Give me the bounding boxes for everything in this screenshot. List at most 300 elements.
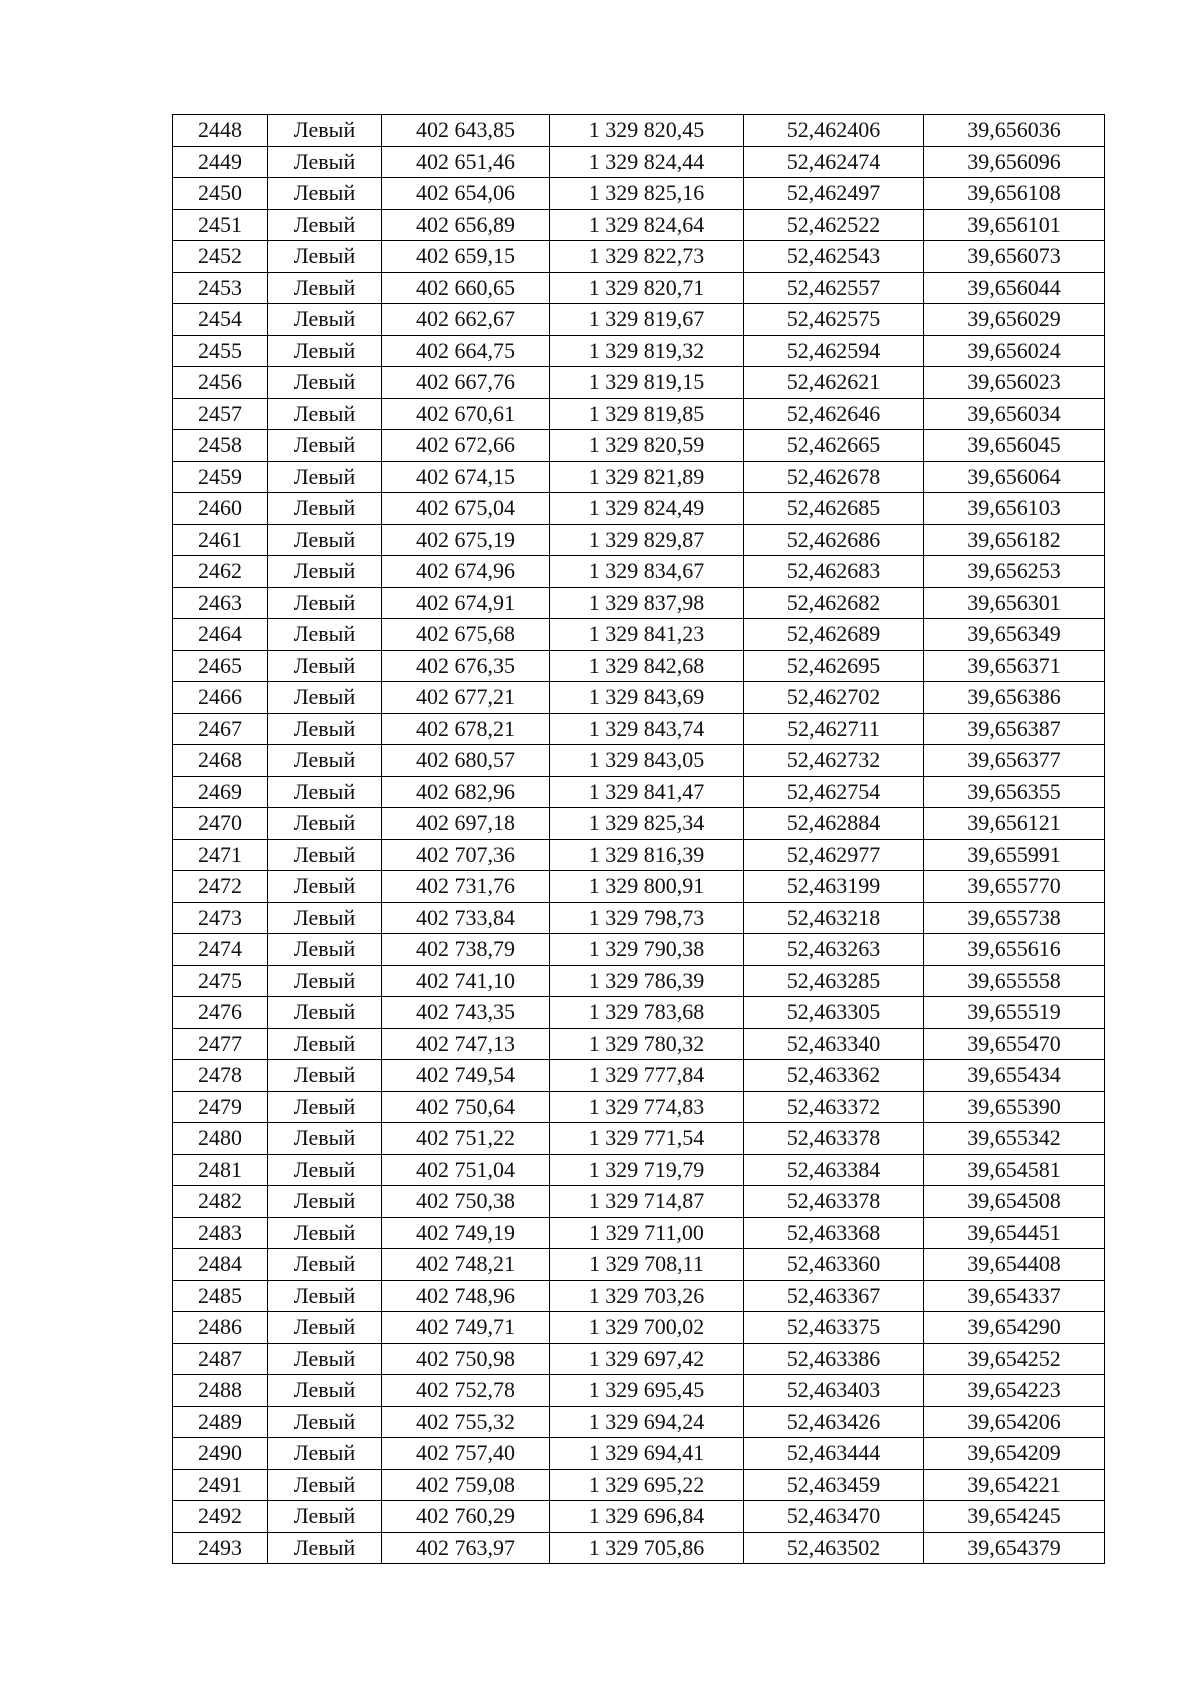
table-row xyxy=(173,430,1105,462)
latitude-cell: 52,463285 xyxy=(744,965,924,997)
latitude-cell: 52,463372 xyxy=(744,1091,924,1123)
x-coordinate-cell: 402 749,71 xyxy=(382,1312,550,1344)
side-cell: Левый xyxy=(268,902,382,934)
x-coordinate-cell: 402 741,10 xyxy=(382,965,550,997)
x-coordinate-cell: 402 760,29 xyxy=(382,1501,550,1533)
longitude-cell: 39,654245 xyxy=(924,1501,1105,1533)
table-row xyxy=(173,1091,1105,1123)
latitude-cell: 52,462686 xyxy=(744,524,924,556)
longitude-cell: 39,655470 xyxy=(924,1028,1105,1060)
x-coordinate-cell: 402 757,40 xyxy=(382,1438,550,1470)
latitude-cell: 52,463199 xyxy=(744,871,924,903)
y-coordinate-cell: 1 329 841,23 xyxy=(550,619,744,651)
table-row xyxy=(173,146,1105,178)
x-coordinate-cell: 402 697,18 xyxy=(382,808,550,840)
table-row xyxy=(173,1312,1105,1344)
table-row xyxy=(173,1343,1105,1375)
y-coordinate-cell: 1 329 703,26 xyxy=(550,1280,744,1312)
x-coordinate-cell: 402 747,13 xyxy=(382,1028,550,1060)
longitude-cell: 39,656029 xyxy=(924,304,1105,336)
side-cell: Левый xyxy=(268,115,382,147)
longitude-cell: 39,654379 xyxy=(924,1532,1105,1564)
side-cell: Левый xyxy=(268,745,382,777)
point-number-cell: 2484 xyxy=(173,1249,268,1281)
side-cell: Левый xyxy=(268,398,382,430)
side-cell: Левый xyxy=(268,682,382,714)
x-coordinate-cell: 402 675,68 xyxy=(382,619,550,651)
table-row xyxy=(173,1375,1105,1407)
coordinates-table-body xyxy=(173,115,1105,1564)
x-coordinate-cell: 402 680,57 xyxy=(382,745,550,777)
latitude-cell: 52,462732 xyxy=(744,745,924,777)
latitude-cell: 52,463386 xyxy=(744,1343,924,1375)
point-number-cell: 2454 xyxy=(173,304,268,336)
longitude-cell: 39,654451 xyxy=(924,1217,1105,1249)
side-cell: Левый xyxy=(268,1217,382,1249)
longitude-cell: 39,656386 xyxy=(924,682,1105,714)
side-cell: Левый xyxy=(268,713,382,745)
x-coordinate-cell: 402 678,21 xyxy=(382,713,550,745)
point-number-cell: 2466 xyxy=(173,682,268,714)
longitude-cell: 39,655434 xyxy=(924,1060,1105,1092)
latitude-cell: 52,462575 xyxy=(744,304,924,336)
table-row xyxy=(173,241,1105,273)
latitude-cell: 52,463218 xyxy=(744,902,924,934)
longitude-cell: 39,656349 xyxy=(924,619,1105,651)
point-number-cell: 2481 xyxy=(173,1154,268,1186)
side-cell: Левый xyxy=(268,1186,382,1218)
side-cell: Левый xyxy=(268,304,382,336)
point-number-cell: 2477 xyxy=(173,1028,268,1060)
y-coordinate-cell: 1 329 819,67 xyxy=(550,304,744,336)
latitude-cell: 52,462678 xyxy=(744,461,924,493)
latitude-cell: 52,462474 xyxy=(744,146,924,178)
y-coordinate-cell: 1 329 780,32 xyxy=(550,1028,744,1060)
side-cell: Левый xyxy=(268,524,382,556)
x-coordinate-cell: 402 759,08 xyxy=(382,1469,550,1501)
table-row xyxy=(173,776,1105,808)
side-cell: Левый xyxy=(268,1249,382,1281)
side-cell: Левый xyxy=(268,1123,382,1155)
point-number-cell: 2478 xyxy=(173,1060,268,1092)
point-number-cell: 2490 xyxy=(173,1438,268,1470)
longitude-cell: 39,654209 xyxy=(924,1438,1105,1470)
y-coordinate-cell: 1 329 820,45 xyxy=(550,115,744,147)
y-coordinate-cell: 1 329 821,89 xyxy=(550,461,744,493)
y-coordinate-cell: 1 329 771,54 xyxy=(550,1123,744,1155)
point-number-cell: 2485 xyxy=(173,1280,268,1312)
point-number-cell: 2451 xyxy=(173,209,268,241)
table-row xyxy=(173,745,1105,777)
latitude-cell: 52,462621 xyxy=(744,367,924,399)
y-coordinate-cell: 1 329 697,42 xyxy=(550,1343,744,1375)
y-coordinate-cell: 1 329 824,64 xyxy=(550,209,744,241)
x-coordinate-cell: 402 749,54 xyxy=(382,1060,550,1092)
longitude-cell: 39,656355 xyxy=(924,776,1105,808)
y-coordinate-cell: 1 329 824,44 xyxy=(550,146,744,178)
table-row xyxy=(173,871,1105,903)
x-coordinate-cell: 402 675,19 xyxy=(382,524,550,556)
latitude-cell: 52,462695 xyxy=(744,650,924,682)
x-coordinate-cell: 402 752,78 xyxy=(382,1375,550,1407)
table-row xyxy=(173,1249,1105,1281)
x-coordinate-cell: 402 763,97 xyxy=(382,1532,550,1564)
point-number-cell: 2458 xyxy=(173,430,268,462)
side-cell: Левый xyxy=(268,461,382,493)
y-coordinate-cell: 1 329 820,71 xyxy=(550,272,744,304)
table-row xyxy=(173,556,1105,588)
latitude-cell: 52,463384 xyxy=(744,1154,924,1186)
latitude-cell: 52,463444 xyxy=(744,1438,924,1470)
longitude-cell: 39,655991 xyxy=(924,839,1105,871)
y-coordinate-cell: 1 329 843,74 xyxy=(550,713,744,745)
side-cell: Левый xyxy=(268,1280,382,1312)
side-cell: Левый xyxy=(268,1154,382,1186)
y-coordinate-cell: 1 329 719,79 xyxy=(550,1154,744,1186)
point-number-cell: 2489 xyxy=(173,1406,268,1438)
x-coordinate-cell: 402 750,98 xyxy=(382,1343,550,1375)
side-cell: Левый xyxy=(268,808,382,840)
latitude-cell: 52,463368 xyxy=(744,1217,924,1249)
longitude-cell: 39,656301 xyxy=(924,587,1105,619)
x-coordinate-cell: 402 748,96 xyxy=(382,1280,550,1312)
point-number-cell: 2462 xyxy=(173,556,268,588)
longitude-cell: 39,656036 xyxy=(924,115,1105,147)
x-coordinate-cell: 402 707,36 xyxy=(382,839,550,871)
longitude-cell: 39,655519 xyxy=(924,997,1105,1029)
table-row xyxy=(173,808,1105,840)
table-row xyxy=(173,335,1105,367)
side-cell: Левый xyxy=(268,146,382,178)
latitude-cell: 52,462682 xyxy=(744,587,924,619)
table-row xyxy=(173,713,1105,745)
table-row xyxy=(173,272,1105,304)
latitude-cell: 52,463502 xyxy=(744,1532,924,1564)
table-row xyxy=(173,1469,1105,1501)
side-cell: Левый xyxy=(268,367,382,399)
longitude-cell: 39,654581 xyxy=(924,1154,1105,1186)
x-coordinate-cell: 402 651,46 xyxy=(382,146,550,178)
x-coordinate-cell: 402 667,76 xyxy=(382,367,550,399)
x-coordinate-cell: 402 675,04 xyxy=(382,493,550,525)
longitude-cell: 39,656023 xyxy=(924,367,1105,399)
point-number-cell: 2472 xyxy=(173,871,268,903)
latitude-cell: 52,462497 xyxy=(744,178,924,210)
longitude-cell: 39,656371 xyxy=(924,650,1105,682)
side-cell: Левый xyxy=(268,776,382,808)
longitude-cell: 39,655342 xyxy=(924,1123,1105,1155)
table-row xyxy=(173,1028,1105,1060)
side-cell: Левый xyxy=(268,1343,382,1375)
point-number-cell: 2467 xyxy=(173,713,268,745)
longitude-cell: 39,655738 xyxy=(924,902,1105,934)
point-number-cell: 2453 xyxy=(173,272,268,304)
latitude-cell: 52,463426 xyxy=(744,1406,924,1438)
latitude-cell: 52,463340 xyxy=(744,1028,924,1060)
latitude-cell: 52,462685 xyxy=(744,493,924,525)
point-number-cell: 2456 xyxy=(173,367,268,399)
side-cell: Левый xyxy=(268,1501,382,1533)
table-row xyxy=(173,1123,1105,1155)
point-number-cell: 2452 xyxy=(173,241,268,273)
table-row xyxy=(173,1532,1105,1564)
y-coordinate-cell: 1 329 705,86 xyxy=(550,1532,744,1564)
point-number-cell: 2461 xyxy=(173,524,268,556)
side-cell: Левый xyxy=(268,335,382,367)
side-cell: Левый xyxy=(268,1060,382,1092)
side-cell: Левый xyxy=(268,178,382,210)
side-cell: Левый xyxy=(268,934,382,966)
point-number-cell: 2474 xyxy=(173,934,268,966)
point-number-cell: 2448 xyxy=(173,115,268,147)
latitude-cell: 52,463470 xyxy=(744,1501,924,1533)
y-coordinate-cell: 1 329 783,68 xyxy=(550,997,744,1029)
side-cell: Левый xyxy=(268,556,382,588)
latitude-cell: 52,462702 xyxy=(744,682,924,714)
side-cell: Левый xyxy=(268,1312,382,1344)
side-cell: Левый xyxy=(268,997,382,1029)
table-row xyxy=(173,461,1105,493)
longitude-cell: 39,656101 xyxy=(924,209,1105,241)
latitude-cell: 52,462665 xyxy=(744,430,924,462)
table-row xyxy=(173,1280,1105,1312)
latitude-cell: 52,462683 xyxy=(744,556,924,588)
table-row xyxy=(173,902,1105,934)
x-coordinate-cell: 402 664,75 xyxy=(382,335,550,367)
latitude-cell: 52,462646 xyxy=(744,398,924,430)
y-coordinate-cell: 1 329 820,59 xyxy=(550,430,744,462)
x-coordinate-cell: 402 750,64 xyxy=(382,1091,550,1123)
x-coordinate-cell: 402 660,65 xyxy=(382,272,550,304)
latitude-cell: 52,462689 xyxy=(744,619,924,651)
y-coordinate-cell: 1 329 786,39 xyxy=(550,965,744,997)
longitude-cell: 39,654508 xyxy=(924,1186,1105,1218)
point-number-cell: 2492 xyxy=(173,1501,268,1533)
point-number-cell: 2450 xyxy=(173,178,268,210)
y-coordinate-cell: 1 329 825,34 xyxy=(550,808,744,840)
side-cell: Левый xyxy=(268,1028,382,1060)
y-coordinate-cell: 1 329 825,16 xyxy=(550,178,744,210)
longitude-cell: 39,656064 xyxy=(924,461,1105,493)
x-coordinate-cell: 402 674,15 xyxy=(382,461,550,493)
longitude-cell: 39,654206 xyxy=(924,1406,1105,1438)
y-coordinate-cell: 1 329 700,02 xyxy=(550,1312,744,1344)
point-number-cell: 2488 xyxy=(173,1375,268,1407)
point-number-cell: 2449 xyxy=(173,146,268,178)
side-cell: Левый xyxy=(268,965,382,997)
y-coordinate-cell: 1 329 695,45 xyxy=(550,1375,744,1407)
latitude-cell: 52,463263 xyxy=(744,934,924,966)
side-cell: Левый xyxy=(268,871,382,903)
longitude-cell: 39,656377 xyxy=(924,745,1105,777)
table-row xyxy=(173,209,1105,241)
y-coordinate-cell: 1 329 694,41 xyxy=(550,1438,744,1470)
latitude-cell: 52,463459 xyxy=(744,1469,924,1501)
table-row xyxy=(173,178,1105,210)
y-coordinate-cell: 1 329 834,67 xyxy=(550,556,744,588)
latitude-cell: 52,462543 xyxy=(744,241,924,273)
point-number-cell: 2457 xyxy=(173,398,268,430)
table-row xyxy=(173,367,1105,399)
x-coordinate-cell: 402 738,79 xyxy=(382,934,550,966)
y-coordinate-cell: 1 329 695,22 xyxy=(550,1469,744,1501)
point-number-cell: 2493 xyxy=(173,1532,268,1564)
y-coordinate-cell: 1 329 822,73 xyxy=(550,241,744,273)
latitude-cell: 52,463375 xyxy=(744,1312,924,1344)
side-cell: Левый xyxy=(268,839,382,871)
y-coordinate-cell: 1 329 708,11 xyxy=(550,1249,744,1281)
latitude-cell: 52,462711 xyxy=(744,713,924,745)
point-number-cell: 2469 xyxy=(173,776,268,808)
table-row xyxy=(173,1217,1105,1249)
side-cell: Левый xyxy=(268,241,382,273)
x-coordinate-cell: 402 674,91 xyxy=(382,587,550,619)
longitude-cell: 39,656253 xyxy=(924,556,1105,588)
latitude-cell: 52,463305 xyxy=(744,997,924,1029)
longitude-cell: 39,656034 xyxy=(924,398,1105,430)
longitude-cell: 39,654290 xyxy=(924,1312,1105,1344)
table-row xyxy=(173,304,1105,336)
point-number-cell: 2471 xyxy=(173,839,268,871)
side-cell: Левый xyxy=(268,1532,382,1564)
longitude-cell: 39,656387 xyxy=(924,713,1105,745)
longitude-cell: 39,654252 xyxy=(924,1343,1105,1375)
latitude-cell: 52,463362 xyxy=(744,1060,924,1092)
point-number-cell: 2479 xyxy=(173,1091,268,1123)
point-number-cell: 2468 xyxy=(173,745,268,777)
latitude-cell: 52,462754 xyxy=(744,776,924,808)
point-number-cell: 2465 xyxy=(173,650,268,682)
latitude-cell: 52,463378 xyxy=(744,1123,924,1155)
x-coordinate-cell: 402 672,66 xyxy=(382,430,550,462)
latitude-cell: 52,462594 xyxy=(744,335,924,367)
x-coordinate-cell: 402 674,96 xyxy=(382,556,550,588)
longitude-cell: 39,655616 xyxy=(924,934,1105,966)
longitude-cell: 39,656044 xyxy=(924,272,1105,304)
point-number-cell: 2455 xyxy=(173,335,268,367)
y-coordinate-cell: 1 329 824,49 xyxy=(550,493,744,525)
point-number-cell: 2486 xyxy=(173,1312,268,1344)
x-coordinate-cell: 402 733,84 xyxy=(382,902,550,934)
table-row xyxy=(173,1438,1105,1470)
table-row xyxy=(173,619,1105,651)
point-number-cell: 2482 xyxy=(173,1186,268,1218)
y-coordinate-cell: 1 329 819,85 xyxy=(550,398,744,430)
latitude-cell: 52,463378 xyxy=(744,1186,924,1218)
x-coordinate-cell: 402 743,35 xyxy=(382,997,550,1029)
point-number-cell: 2476 xyxy=(173,997,268,1029)
x-coordinate-cell: 402 749,19 xyxy=(382,1217,550,1249)
point-number-cell: 2487 xyxy=(173,1343,268,1375)
x-coordinate-cell: 402 676,35 xyxy=(382,650,550,682)
y-coordinate-cell: 1 329 711,00 xyxy=(550,1217,744,1249)
side-cell: Левый xyxy=(268,430,382,462)
longitude-cell: 39,654337 xyxy=(924,1280,1105,1312)
y-coordinate-cell: 1 329 816,39 xyxy=(550,839,744,871)
table-row xyxy=(173,650,1105,682)
point-number-cell: 2480 xyxy=(173,1123,268,1155)
longitude-cell: 39,656182 xyxy=(924,524,1105,556)
table-row xyxy=(173,934,1105,966)
longitude-cell: 39,656096 xyxy=(924,146,1105,178)
longitude-cell: 39,654223 xyxy=(924,1375,1105,1407)
y-coordinate-cell: 1 329 843,69 xyxy=(550,682,744,714)
table-row xyxy=(173,682,1105,714)
x-coordinate-cell: 402 662,67 xyxy=(382,304,550,336)
y-coordinate-cell: 1 329 837,98 xyxy=(550,587,744,619)
point-number-cell: 2459 xyxy=(173,461,268,493)
y-coordinate-cell: 1 329 819,32 xyxy=(550,335,744,367)
table-row xyxy=(173,1154,1105,1186)
x-coordinate-cell: 402 750,38 xyxy=(382,1186,550,1218)
longitude-cell: 39,656045 xyxy=(924,430,1105,462)
x-coordinate-cell: 402 751,04 xyxy=(382,1154,550,1186)
table-row xyxy=(173,839,1105,871)
point-number-cell: 2491 xyxy=(173,1469,268,1501)
point-number-cell: 2473 xyxy=(173,902,268,934)
latitude-cell: 52,462884 xyxy=(744,808,924,840)
table-row xyxy=(173,965,1105,997)
latitude-cell: 52,463403 xyxy=(744,1375,924,1407)
x-coordinate-cell: 402 731,76 xyxy=(382,871,550,903)
latitude-cell: 52,462406 xyxy=(744,115,924,147)
y-coordinate-cell: 1 329 694,24 xyxy=(550,1406,744,1438)
side-cell: Левый xyxy=(268,209,382,241)
coordinates-table xyxy=(172,114,1105,1564)
side-cell: Левый xyxy=(268,1406,382,1438)
y-coordinate-cell: 1 329 829,87 xyxy=(550,524,744,556)
longitude-cell: 39,654408 xyxy=(924,1249,1105,1281)
table-row xyxy=(173,524,1105,556)
table-row xyxy=(173,115,1105,147)
latitude-cell: 52,462522 xyxy=(744,209,924,241)
x-coordinate-cell: 402 643,85 xyxy=(382,115,550,147)
table-row xyxy=(173,997,1105,1029)
x-coordinate-cell: 402 659,15 xyxy=(382,241,550,273)
y-coordinate-cell: 1 329 800,91 xyxy=(550,871,744,903)
y-coordinate-cell: 1 329 696,84 xyxy=(550,1501,744,1533)
side-cell: Левый xyxy=(268,1438,382,1470)
longitude-cell: 39,655770 xyxy=(924,871,1105,903)
table-row xyxy=(173,1060,1105,1092)
side-cell: Левый xyxy=(268,650,382,682)
table-row xyxy=(173,1406,1105,1438)
y-coordinate-cell: 1 329 777,84 xyxy=(550,1060,744,1092)
y-coordinate-cell: 1 329 843,05 xyxy=(550,745,744,777)
point-number-cell: 2464 xyxy=(173,619,268,651)
point-number-cell: 2463 xyxy=(173,587,268,619)
side-cell: Левый xyxy=(268,587,382,619)
table-row xyxy=(173,1186,1105,1218)
table-row xyxy=(173,587,1105,619)
longitude-cell: 39,656108 xyxy=(924,178,1105,210)
point-number-cell: 2460 xyxy=(173,493,268,525)
y-coordinate-cell: 1 329 774,83 xyxy=(550,1091,744,1123)
longitude-cell: 39,655390 xyxy=(924,1091,1105,1123)
side-cell: Левый xyxy=(268,619,382,651)
side-cell: Левый xyxy=(268,1091,382,1123)
side-cell: Левый xyxy=(268,272,382,304)
point-number-cell: 2475 xyxy=(173,965,268,997)
table-row xyxy=(173,398,1105,430)
longitude-cell: 39,656103 xyxy=(924,493,1105,525)
longitude-cell: 39,656073 xyxy=(924,241,1105,273)
y-coordinate-cell: 1 329 714,87 xyxy=(550,1186,744,1218)
side-cell: Левый xyxy=(268,493,382,525)
y-coordinate-cell: 1 329 798,73 xyxy=(550,902,744,934)
longitude-cell: 39,654221 xyxy=(924,1469,1105,1501)
x-coordinate-cell: 402 656,89 xyxy=(382,209,550,241)
